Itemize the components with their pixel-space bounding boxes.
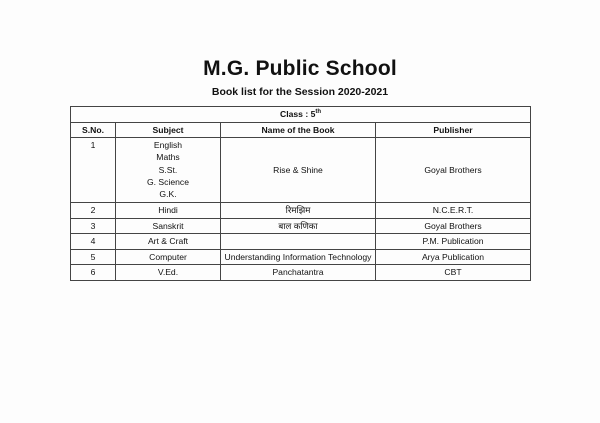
publisher-cell: P.M. Publication — [376, 234, 531, 250]
subject-cell: Art & Craft — [116, 234, 221, 250]
header-publisher: Publisher — [376, 122, 531, 138]
sno-cell: 6 — [71, 265, 116, 281]
subject-cell: Computer — [116, 249, 221, 265]
sno-cell: 2 — [71, 203, 116, 219]
class-row — [71, 107, 531, 123]
publisher-cell: Goyal Brothers — [376, 218, 531, 234]
header-subject: Subject — [116, 122, 221, 138]
subject-line: G. Science — [146, 176, 190, 187]
table-row — [71, 218, 531, 234]
header-book-name: Name of the Book — [221, 122, 376, 138]
page-subtitle: Book list for the Session 2020-2021 — [211, 86, 389, 98]
sno-cell: 5 — [71, 249, 116, 265]
subject-line: Maths — [156, 152, 180, 163]
subject-cell: Sanskrit — [116, 218, 221, 234]
subject-cell: Hindi — [116, 203, 221, 219]
sno-cell: 3 — [71, 218, 116, 234]
book-cell: Panchatantra — [221, 265, 376, 281]
sno-cell: 1 — [71, 138, 116, 203]
book-cell: रिमझिम — [221, 203, 376, 219]
sno-cell: 4 — [71, 234, 116, 250]
book-cell — [221, 234, 376, 250]
book-cell: Understanding Information Technology — [221, 249, 376, 265]
page-title: M.G. Public School — [203, 57, 397, 80]
subject-line: English — [153, 140, 183, 150]
table-row — [71, 234, 531, 250]
publisher-cell: CBT — [376, 265, 531, 281]
table-row — [71, 138, 531, 203]
book-cell: Rise & Shine — [221, 138, 376, 203]
subject-line: G.K. — [159, 189, 177, 200]
publisher-cell: Goyal Brothers — [376, 138, 531, 203]
table-header-row — [71, 122, 531, 138]
subject-line: S.St. — [158, 164, 178, 175]
subject-cell — [116, 138, 221, 203]
publisher-cell: N.C.E.R.T. — [376, 203, 531, 219]
table-row — [71, 265, 531, 281]
table-row — [71, 249, 531, 265]
table-row — [71, 203, 531, 219]
book-cell: बाल कणिका — [221, 218, 376, 234]
publisher-cell: Arya Publication — [376, 249, 531, 265]
subject-cell: V.Ed. — [116, 265, 221, 281]
header-sno: S.No. — [71, 122, 116, 138]
class-label: Class : 5th — [71, 107, 531, 123]
book-list-table — [70, 106, 531, 281]
